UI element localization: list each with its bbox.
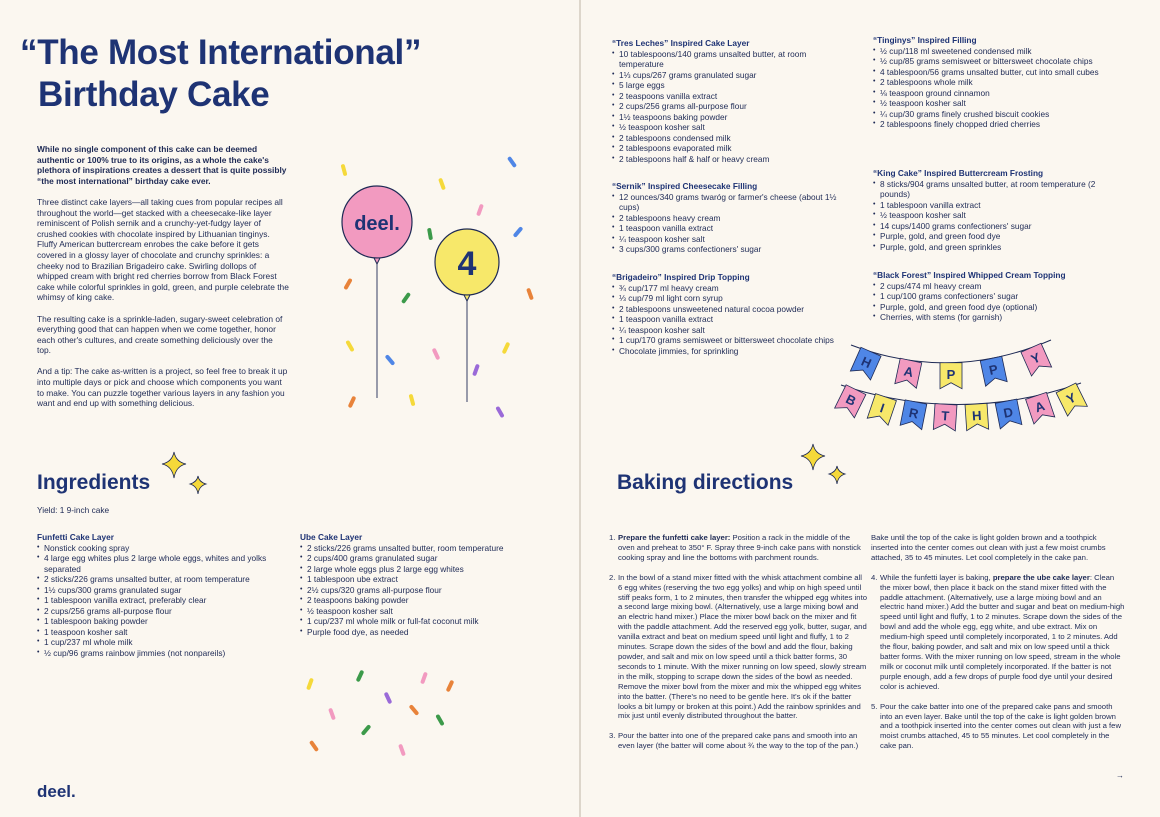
ingredient-item: • 3 cups/300 grams confectioners' sugar — [612, 244, 842, 255]
banner-flag — [850, 347, 881, 380]
sparkle-icon — [158, 452, 214, 498]
banner-letter: H — [971, 407, 982, 424]
ingredient-item: • ½ cup/85 grams semisweet or bittersweet chocolate chips — [873, 56, 1113, 67]
step-number: 2. — [609, 572, 616, 582]
step-bold-lead: Prepare the funfetti cake layer: — [618, 533, 731, 542]
banner-letter: T — [940, 408, 950, 424]
ingredient-item: • 1 tablespoon baking powder — [37, 616, 287, 627]
brigadeiro-section — [612, 272, 842, 356]
ingredient-item: • 2 teaspoons vanilla extract — [612, 91, 842, 102]
ingredient-item: • ½ teaspoon kosher salt — [300, 606, 530, 617]
direction-step — [609, 731, 867, 751]
ingredient-item: • Purple, gold, and green food dye — [873, 231, 1113, 242]
ingredient-item: • ½ cup/118 ml sweetened condensed milk — [873, 46, 1113, 57]
step-number: 4. — [871, 572, 878, 582]
ingredient-item: • 2 tablespoons evaporated milk — [612, 143, 842, 154]
tinginys-section — [873, 35, 1113, 130]
yield-text: Yield: 1 9-inch cake — [37, 505, 110, 515]
brigadeiro-title: “Brigadeiro” Inspired Drip Topping — [612, 272, 750, 282]
ingredient-item: • 1⅓ cups/267 grams granulated sugar — [612, 70, 842, 81]
black-forest-section — [873, 270, 1113, 323]
ingredient-item: • 4 tablespoon/56 grams unsalted butter, cut into small cubes — [873, 67, 1113, 78]
ingredient-item: • ½ cup/96 grams rainbow jimmies (not nonpareils) — [37, 648, 287, 659]
banner-letter: H — [858, 353, 874, 372]
directions-list-1 — [609, 533, 867, 751]
happy-birthday-banner — [841, 335, 1091, 455]
step-bold-lead: prepare the ube cake layer — [992, 572, 1090, 582]
banner-letter: A — [902, 363, 915, 381]
banner-flag — [1056, 383, 1087, 416]
sernik-section — [612, 181, 842, 255]
yellow-balloon — [435, 229, 499, 402]
ingredient-item: • 8 sticks/904 grams unsalted butter, at room temperature (2 pounds) — [873, 179, 1113, 200]
king-cake-list — [873, 179, 1113, 253]
intro-paragraph-1: Three distinct cake layers—all taking cues from popular recipes all throughout the world—get stacked with a cheesecake-like layer reminiscent of Polish sernik and a crunchy-yet-fudgy layer of crushed cookies with chocolate inspired by Lithuanian tinginys. Fluffy American buttercream enrobes the cake before it gets covered in a glossy layer of chocolate and crunchy sprinkles: a cheeky nod to Brazilian Brigadeiro cake. Swirling dollops of whipped cream with bright red cherries borrow from Black Forest cake while colorful sprinkles in gold, green, and purple celebrate the whimsy of king cake. — [37, 196, 289, 303]
yellow-balloon-number: 4 — [457, 245, 477, 283]
step-text: Pour the cake batter into one of the prepared cake pans and smooth into an even layer. Bake until the top of the cake is light golden brown and a toothpick inserted into the center comes out clean with just a few moist crumbs attached, 45 to 55 minutes. Let cool completely in the cake pan. — [880, 701, 1122, 751]
ingredient-item: • ¼ teaspoon kosher salt — [612, 234, 842, 245]
ingredient-item: • 2 tablespoons heavy cream — [612, 213, 842, 224]
ingredient-item: • 2 sticks/226 grams unsalted butter, room temperature — [300, 543, 530, 554]
step-text: In the bowl of a stand mixer fitted with the whisk attachment combine all 6 egg whites (reserving the two egg yolks) and whip on high speed until stiff peaks form, 1 to 2 minutes, then transfer the whipped egg whites into a second large mixing bowl. (Alternatively, use a large mixing bowl and an electric hand mixer.) Place the mixer bowl back on the mixer and fit with the paddle attachment. Add the reserved egg yolk, butter, sugar, and vanilla extract and beat on medium speed until light and fluffy, 1 to 2 minutes. Scrape down the sides of the bowl and add the flour, baking powder, and salt and mix on low speed until a thick batter forms, 30 seconds to 1 minute. With the mixer running on low speed, slowly stream in the milk, stopping to scrape down the sides of the bowl as needed. Remove the mixer bowl from the mixer and mix the whipped egg whites into the batter. (There's no need to be gentle here. It's ok if the batter looks a bit lumpy or broken at this point.) Add the rainbow sprinkles and mix just until evenly distributed throughout the batter. — [618, 572, 867, 721]
banner-flag — [965, 403, 989, 430]
deel-logo: deel. — [37, 782, 76, 801]
tres-leches-section — [612, 38, 842, 164]
ingredient-item: • ¾ cup/177 ml heavy cream — [612, 283, 842, 294]
ingredient-item: • 1½ teaspoons baking powder — [612, 112, 842, 123]
ingredient-item: • 1 tablespoon vanilla extract, preferably clear — [37, 595, 287, 606]
ingredient-item: • 1 teaspoon vanilla extract — [612, 223, 842, 234]
ingredient-item: • 14 cups/1400 grams confectioners' sugar — [873, 221, 1113, 232]
step-text: Pour the batter into one of the prepared cake pans and smooth into an even layer (the batter will come about ¾ the way to the top of the pan.) — [618, 731, 859, 751]
tres-leches-title: “Tres Leches” Inspired Cake Layer — [612, 38, 750, 48]
ingredient-item: • 2 tablespoons finely chopped dried cherries — [873, 119, 1113, 130]
ingredient-item: • 10 tablespoons/140 grams unsalted butter, at room temperature — [612, 49, 842, 70]
ingredient-item: • 2 sticks/226 grams unsalted butter, at room temperature — [37, 574, 287, 585]
ingredients-heading: Ingredients — [37, 471, 151, 494]
ingredient-item: • Purple food dye, as needed — [300, 627, 530, 638]
banner-letter: Y — [1063, 389, 1079, 407]
banner-flag — [933, 404, 957, 431]
pink-balloon-logo: deel. — [354, 213, 400, 235]
ingredient-item: • Purple, gold, and green sprinkles — [873, 242, 1113, 253]
ube-list — [300, 543, 530, 638]
sernik-list — [612, 192, 842, 255]
ingredient-item: • 2 cups/256 grams all-purpose flour — [37, 606, 287, 617]
step-number: 3. — [609, 731, 616, 741]
pink-balloon — [342, 186, 412, 398]
direction-step-3-continued: Bake until the top of the cake is light golden brown and a toothpick inserted into the center comes out clean with just a few moist crumbs attached, 35 to 45 minutes. Let cool completely in the cake pan. — [871, 533, 1106, 562]
banner-letter: I — [878, 400, 887, 416]
banner-flag — [995, 399, 1022, 429]
funfetti-title: Funfetti Cake Layer — [37, 532, 114, 542]
king-cake-section — [873, 168, 1113, 252]
direction-step — [609, 573, 867, 722]
ingredient-item: • 1 tablespoon vanilla extract — [873, 200, 1113, 211]
ingredient-item: • 2½ cups/320 grams all-purpose flour — [300, 585, 530, 596]
ingredient-item: • 2 large whole eggs plus 2 large egg whites — [300, 564, 530, 575]
title-line-1: “The Most International” — [20, 33, 422, 72]
ube-section — [300, 532, 530, 637]
directions-column-1 — [609, 533, 867, 761]
ingredient-item: • ½ teaspoon kosher salt — [873, 210, 1113, 221]
tinginys-title: “Tinginys” Inspired Filling — [873, 35, 977, 45]
step-text: : Clean the mixer bowl, then place it back on the stand mixer fitted with the paddle attachment. (Alternatively, use a large mixing bowl and an electric hand mixer.) Add the butter and sugar and beat on medium-high speed until light and fluffy, 1 to 2 minutes. Scrape down the sides of the bowl and add the whole egg, egg white, and ube extract. Mix on medium-high speed until completely incorporated, 1 to 2 minutes. Add the flour, baking powder, and salt and mix on low speed until a thick batter forms. With the mixer running on low speed, stream in the whole milk or coconut milk until completely incorporated. If the batter is not purple enough, add a few drops of purple food dye until your desired color is achieved. — [880, 572, 1125, 691]
ingredient-item: • 2 teaspoons baking powder — [300, 595, 530, 606]
ingredient-item: • 1 cup/100 grams confectioners' sugar — [873, 291, 1113, 302]
black-forest-list — [873, 281, 1113, 323]
intro-text — [37, 144, 289, 419]
ingredient-item: • 2 tablespoons half & half or heavy cream — [612, 154, 842, 165]
balloons-illustration — [320, 150, 550, 440]
ingredient-item: • 2 cups/400 grams granulated sugar — [300, 553, 530, 564]
title-line-2: Birthday Cake — [38, 75, 270, 114]
banner-letter: D — [1002, 404, 1015, 421]
ingredient-item: • 5 large eggs — [612, 80, 842, 91]
ingredient-item: • 1 tablespoon ube extract — [300, 574, 530, 585]
baking-heading: Baking directions — [617, 471, 794, 494]
step-text: Position a rack in the middle of the oven and preheat to 350° F. Spray three 9-inch cake pans with nonstick cooking spray and line the bottoms with parchment rounds. — [618, 533, 861, 562]
ingredient-item: • ½ teaspoon kosher salt — [873, 98, 1113, 109]
step-text: While the funfetti layer is baking, — [880, 572, 993, 582]
banner-flag — [900, 400, 927, 430]
right-page — [581, 0, 1160, 817]
ingredient-item: • 12 ounces/340 grams twaróg or farmer's cheese (about 1½ cups) — [612, 192, 842, 213]
ingredient-item: • Nonstick cooking spray — [37, 543, 287, 554]
brigadeiro-list — [612, 283, 842, 357]
ingredient-item: • 1 cup/170 grams semisweet or bittersweet chocolate chips — [612, 335, 842, 346]
sparkle-icon — [799, 444, 849, 490]
ingredient-item: • ¼ cup/30 grams finely crushed biscuit cookies — [873, 109, 1113, 120]
ingredient-item: • 2 tablespoons unsweetened natural cocoa powder — [612, 304, 842, 315]
direction-step — [871, 702, 1125, 752]
ingredient-item: • 2 tablespoons condensed milk — [612, 133, 842, 144]
tres-leches-list — [612, 49, 842, 165]
sernik-title: “Sernik” Inspired Cheesecake Filling — [612, 181, 758, 191]
sprinkles-bottom — [300, 668, 460, 758]
ingredient-item: • ½ teaspoon kosher salt — [612, 122, 842, 133]
ingredient-item: • Purple, gold, and green food dye (optional) — [873, 302, 1113, 313]
banner-flag — [1021, 343, 1052, 376]
banner-flag — [895, 358, 922, 388]
intro-lead: While no single component of this cake can be deemed authentic or 100% true to its origins, as a whole the cake's plethora of inspirations creates a dessert that is quite possibly “the most international” birthday cake ever. — [37, 144, 287, 186]
ingredient-item: • 2 tablespoons whole milk — [873, 77, 1113, 88]
funfetti-section — [37, 532, 287, 658]
black-forest-title: “Black Forest” Inspired Whipped Cream Topping — [873, 270, 1066, 280]
step-number: 5. — [871, 701, 878, 711]
banner-letter: A — [1032, 398, 1047, 416]
directions-list-2 — [871, 533, 1125, 751]
tinginys-list — [873, 46, 1113, 130]
ingredient-item: • 1 cup/237 ml whole milk or full-fat coconut milk — [300, 616, 530, 627]
ingredient-item: • 2 cups/256 grams all-purpose flour — [612, 101, 842, 112]
ingredient-item: • Cherries, with stems (for garnish) — [873, 312, 1113, 323]
ingredient-item: • 1 teaspoon vanilla extract — [612, 314, 842, 325]
ingredient-item: • ⅓ cup/79 ml light corn syrup — [612, 293, 842, 304]
banner-flag — [940, 363, 962, 389]
ingredient-item: • 4 large egg whites plus 2 large whole eggs, whites and yolks separated — [37, 553, 287, 574]
directions-column-2 — [871, 533, 1125, 761]
direction-step — [871, 573, 1125, 692]
king-cake-title: “King Cake” Inspired Buttercream Frosting — [873, 168, 1044, 178]
ube-title: Ube Cake Layer — [300, 532, 363, 542]
direction-step — [609, 533, 867, 563]
banner-letter: B — [843, 391, 859, 409]
banner-letter: Y — [1028, 349, 1043, 367]
intro-paragraph-2: The resulting cake is a sprinkle-laden, sugary-sweet celebration of everything good that can happen when we come together, honor each other's cultures, and create something deliciously over the top. — [37, 313, 283, 356]
banner-letter: P — [946, 366, 956, 382]
banner-letter: R — [907, 404, 920, 422]
banner-string — [851, 340, 1051, 363]
ingredient-item: • 1½ cups/300 grams granulated sugar — [37, 585, 287, 596]
step-number: 1. — [609, 533, 616, 542]
banner-flag — [980, 356, 1007, 386]
funfetti-list — [37, 543, 287, 659]
page-title — [20, 32, 421, 116]
ingredient-item: • 1 cup/237 ml whole milk — [37, 637, 287, 648]
ingredient-item: • 2 cups/474 ml heavy cream — [873, 281, 1113, 292]
ingredient-item: • 1 teaspoon kosher salt — [37, 627, 287, 638]
next-page-arrow[interactable]: → — [1116, 771, 1124, 780]
ingredient-item: • Chocolate jimmies, for sprinkling — [612, 346, 842, 357]
intro-paragraph-3: And a tip: The cake as-written is a project, so feel free to break it up into multiple days or pick and choose which components you want to make. You can puzzle together various layers in any fashion you want and end up with something delicious. — [37, 366, 288, 409]
ingredient-item: • ¼ teaspoon kosher salt — [612, 325, 842, 336]
banner-flag — [835, 385, 866, 418]
ingredient-item: • ⅛ teaspoon ground cinnamon — [873, 88, 1113, 99]
banner-letter: P — [987, 361, 1000, 378]
